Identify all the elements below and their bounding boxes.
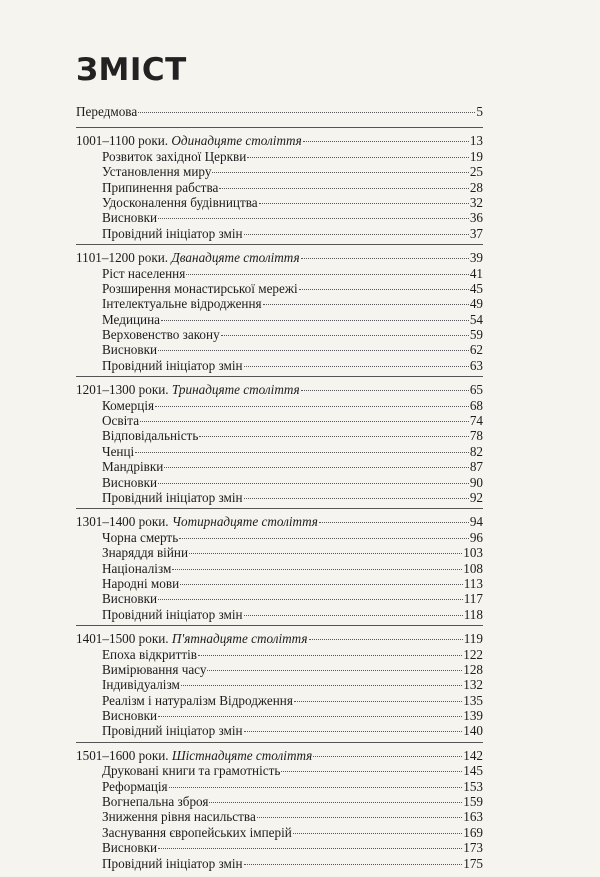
entry-label: Провідний ініціатор змін xyxy=(102,723,243,739)
toc-entry[interactable] xyxy=(76,576,483,591)
dot-leader xyxy=(301,258,469,259)
section-divider xyxy=(76,742,483,743)
section-century: Тринадцяте століття xyxy=(171,382,300,398)
entry-page: 117 xyxy=(463,591,483,607)
dot-leader xyxy=(207,670,462,671)
toc-entry[interactable] xyxy=(76,195,483,210)
entry-label: Народні мови xyxy=(102,575,180,591)
dot-leader xyxy=(158,716,462,717)
entry-page: 132 xyxy=(463,677,483,693)
toc-entry-preface[interactable] xyxy=(76,104,483,119)
toc-entry[interactable] xyxy=(76,662,483,677)
dot-leader xyxy=(158,218,469,219)
toc-section xyxy=(76,250,483,373)
entry-page: 54 xyxy=(469,311,483,327)
toc-entry[interactable] xyxy=(76,226,483,241)
entry-label: Вогнепальна зброя xyxy=(102,794,209,810)
toc-entry[interactable] xyxy=(76,809,483,824)
toc-entry[interactable] xyxy=(76,530,483,545)
toc-entry[interactable] xyxy=(76,693,483,708)
entry-page: 142 xyxy=(463,747,483,763)
entry-label: Медицина xyxy=(102,311,161,327)
dot-leader xyxy=(219,188,468,189)
entry-label: Заснування європейських імперій xyxy=(102,824,292,840)
entry-page: 173 xyxy=(463,840,483,856)
dot-leader xyxy=(244,234,469,235)
dot-leader xyxy=(158,350,469,351)
entry-page: 94 xyxy=(469,514,483,530)
entry-page: 90 xyxy=(469,474,483,490)
entry-label: Провідний ініціатор змін xyxy=(102,606,243,622)
toc-entry[interactable] xyxy=(76,708,483,723)
page-title: ЗМІСТ xyxy=(76,52,187,88)
section-years: 1401–1500 роки. xyxy=(76,631,169,647)
toc-section-heading[interactable] xyxy=(76,382,483,397)
entry-label: Висновки xyxy=(102,591,158,607)
entry-page: 28 xyxy=(469,179,483,195)
entry-page: 13 xyxy=(469,133,483,149)
section-divider xyxy=(76,508,483,509)
dot-leader xyxy=(303,141,469,142)
entry-label: Висновки xyxy=(102,342,158,358)
entry-label: Націоналізм xyxy=(102,560,172,576)
entry-page: 92 xyxy=(469,489,483,505)
section-century: П'ятнадцяте століття xyxy=(171,631,308,647)
toc-entry[interactable] xyxy=(76,428,483,443)
dot-leader xyxy=(186,274,469,275)
dot-leader xyxy=(198,655,462,656)
dot-leader xyxy=(155,406,469,407)
entry-page: 32 xyxy=(469,194,483,210)
entry-label: Висновки xyxy=(102,708,158,724)
dot-leader xyxy=(257,817,462,818)
toc-section-heading[interactable] xyxy=(76,250,483,265)
entry-label: Розвиток західної Церкви xyxy=(102,148,247,164)
entry-label: Комерція xyxy=(102,397,155,413)
section-title xyxy=(76,382,300,397)
dot-leader xyxy=(301,390,469,391)
entry-label: Установлення миру xyxy=(102,164,212,180)
toc-entry[interactable] xyxy=(76,266,483,281)
toc-entry[interactable] xyxy=(76,779,483,794)
entry-page: 128 xyxy=(463,661,483,677)
toc-entry[interactable] xyxy=(76,358,483,373)
dot-leader xyxy=(313,756,462,757)
dot-leader xyxy=(181,685,462,686)
toc-section xyxy=(76,748,483,871)
entry-page: 63 xyxy=(469,357,483,373)
entry-page: 163 xyxy=(463,809,483,825)
toc-entry[interactable] xyxy=(76,856,483,871)
entry-page: 175 xyxy=(463,855,483,871)
toc-entry[interactable] xyxy=(76,561,483,576)
section-title xyxy=(76,133,302,148)
dot-leader xyxy=(221,335,469,336)
entry-page: 74 xyxy=(469,413,483,429)
toc-entry[interactable] xyxy=(76,647,483,662)
toc-entry[interactable] xyxy=(76,545,483,560)
entry-label: Друковані книги та грамотність xyxy=(102,763,281,779)
entry-page: 82 xyxy=(469,443,483,459)
toc-entry[interactable] xyxy=(76,398,483,413)
entry-page: 19 xyxy=(469,148,483,164)
toc-entry[interactable] xyxy=(76,444,483,459)
entry-label: Зниження рівня насильства xyxy=(102,809,256,825)
toc-sections xyxy=(76,127,483,871)
entry-page: 62 xyxy=(469,342,483,358)
dot-leader xyxy=(172,569,462,570)
entry-label: Реформація xyxy=(102,778,168,794)
dot-leader xyxy=(319,522,469,523)
entry-label: Провідний ініціатор змін xyxy=(102,489,243,505)
toc-entry[interactable] xyxy=(76,825,483,840)
section-title xyxy=(76,748,312,763)
entry-label: Провідний ініціатор змін xyxy=(102,225,243,241)
entry-label: Ченці xyxy=(102,443,135,459)
dot-leader xyxy=(138,112,475,113)
entry-page: 145 xyxy=(463,763,483,779)
entry-page: 113 xyxy=(463,575,483,591)
toc-section xyxy=(76,382,483,505)
dot-leader xyxy=(158,848,462,849)
toc-entry[interactable] xyxy=(76,149,483,164)
entry-label: Верховенство закону xyxy=(102,327,220,343)
dot-leader xyxy=(244,615,463,616)
toc-entry[interactable] xyxy=(76,312,483,327)
entry-page: 25 xyxy=(469,164,483,180)
entry-page: 140 xyxy=(463,723,483,739)
section-years: 1201–1300 роки. xyxy=(76,382,169,398)
entry-page: 135 xyxy=(463,692,483,708)
toc-entry[interactable] xyxy=(76,591,483,606)
dot-leader xyxy=(180,584,463,585)
section-divider xyxy=(76,244,483,245)
section-century: Одинадцяте століття xyxy=(171,133,302,149)
dot-leader xyxy=(281,771,462,772)
toc-section xyxy=(76,631,483,739)
entry-label: Вимірювання часу xyxy=(102,661,207,677)
toc-section-heading[interactable] xyxy=(76,631,483,646)
section-century: Чотирнадцяте століття xyxy=(171,514,318,530)
entry-label: Розширення монастирської мережі xyxy=(102,280,298,296)
entry-label: Провідний ініціатор змін xyxy=(102,357,243,373)
entry-label: Реалізм і натуралізм Відродження xyxy=(102,692,293,708)
toc-entry[interactable] xyxy=(76,490,483,505)
section-century: Шістнадцяте століття xyxy=(171,747,313,763)
entry-label: Ріст населення xyxy=(102,265,186,281)
entry-label: Відповідальність xyxy=(102,428,199,444)
section-years: 1301–1400 роки. xyxy=(76,514,169,530)
dot-leader xyxy=(294,701,462,702)
dot-leader xyxy=(244,366,469,367)
dot-leader xyxy=(189,553,462,554)
dot-leader xyxy=(263,304,469,305)
toc-entry[interactable] xyxy=(76,281,483,296)
toc-page xyxy=(76,50,483,871)
toc-entry[interactable] xyxy=(76,763,483,778)
dot-leader xyxy=(309,639,463,640)
dot-leader xyxy=(161,320,469,321)
toc-section-heading[interactable] xyxy=(76,748,483,763)
dot-leader xyxy=(169,787,463,788)
entry-label: Знаряддя війни xyxy=(102,545,189,561)
toc-entry[interactable] xyxy=(76,180,483,195)
entry-label: Провідний ініціатор змін xyxy=(102,855,243,871)
entry-label: Припинення рабства xyxy=(102,179,219,195)
toc-entry[interactable] xyxy=(76,840,483,855)
section-years: 1101–1200 роки. xyxy=(76,250,169,266)
entry-label: Висновки xyxy=(102,210,158,226)
section-years: 1501–1600 роки. xyxy=(76,747,169,763)
section-divider xyxy=(76,376,483,377)
toc-section xyxy=(76,514,483,622)
entry-page: 36 xyxy=(469,210,483,226)
entry-page: 5 xyxy=(476,104,483,119)
entry-page: 122 xyxy=(463,646,483,662)
dot-leader xyxy=(140,421,469,422)
entry-page: 45 xyxy=(469,280,483,296)
toc-entry[interactable] xyxy=(76,459,483,474)
entry-label: Індивідуалізм xyxy=(102,677,180,693)
toc-entry[interactable] xyxy=(76,723,483,738)
entry-label: Висновки xyxy=(102,840,158,856)
toc-section-heading[interactable] xyxy=(76,133,483,148)
section-title xyxy=(76,631,308,646)
toc-entry[interactable] xyxy=(76,164,483,179)
entry-label: Висновки xyxy=(102,474,158,490)
entry-label: Освіта xyxy=(102,413,140,429)
entry-page: 78 xyxy=(469,428,483,444)
dot-leader xyxy=(247,157,469,158)
entry-page: 118 xyxy=(463,606,483,622)
dot-leader xyxy=(244,864,463,865)
entry-label: Інтелектуальне відродження xyxy=(102,296,262,312)
section-title xyxy=(76,514,318,529)
entry-page: 96 xyxy=(469,529,483,545)
entry-label: Удосконалення будівництва xyxy=(102,194,258,210)
dot-leader xyxy=(244,498,469,499)
toc-entry[interactable] xyxy=(76,296,483,311)
entry-page: 139 xyxy=(463,708,483,724)
entry-page: 49 xyxy=(469,296,483,312)
entry-page: 37 xyxy=(469,225,483,241)
entry-page: 153 xyxy=(463,778,483,794)
dot-leader xyxy=(135,452,469,453)
toc-entry[interactable] xyxy=(76,475,483,490)
entry-page: 159 xyxy=(463,794,483,810)
toc-entry[interactable] xyxy=(76,413,483,428)
toc-entry[interactable] xyxy=(76,327,483,342)
dot-leader xyxy=(209,802,462,803)
toc-entry[interactable] xyxy=(76,210,483,225)
entry-page: 59 xyxy=(469,327,483,343)
toc-entry[interactable] xyxy=(76,607,483,622)
section-years: 1001–1100 роки. xyxy=(76,133,169,149)
dot-leader xyxy=(293,833,462,834)
section-century: Дванадцяте століття xyxy=(171,250,300,266)
dot-leader xyxy=(179,538,469,539)
section-title xyxy=(76,250,300,265)
entry-label: Мандрівки xyxy=(102,459,164,475)
entry-label: Передмова xyxy=(76,104,138,119)
toc-entry[interactable] xyxy=(76,342,483,357)
entry-page: 119 xyxy=(463,631,483,647)
entry-page: 68 xyxy=(469,397,483,413)
toc-entry[interactable] xyxy=(76,677,483,692)
entry-label: Чорна смерть xyxy=(102,529,179,545)
toc-section-heading[interactable] xyxy=(76,514,483,529)
dot-leader xyxy=(164,467,469,468)
dot-leader xyxy=(299,289,469,290)
entry-label: Епоха відкриттів xyxy=(102,646,198,662)
entry-page: 65 xyxy=(469,382,483,398)
section-divider xyxy=(76,625,483,626)
entry-page: 108 xyxy=(463,560,483,576)
toc-section xyxy=(76,133,483,241)
entry-page: 41 xyxy=(469,265,483,281)
dot-leader xyxy=(199,436,468,437)
toc-entry[interactable] xyxy=(76,794,483,809)
dot-leader xyxy=(259,203,469,204)
section-divider xyxy=(76,127,483,128)
entry-page: 87 xyxy=(469,459,483,475)
entry-page: 169 xyxy=(463,824,483,840)
dot-leader xyxy=(158,483,469,484)
entry-page: 39 xyxy=(469,250,483,266)
dot-leader xyxy=(158,599,463,600)
entry-page: 103 xyxy=(463,545,483,561)
dot-leader xyxy=(212,172,468,173)
dot-leader xyxy=(244,731,463,732)
